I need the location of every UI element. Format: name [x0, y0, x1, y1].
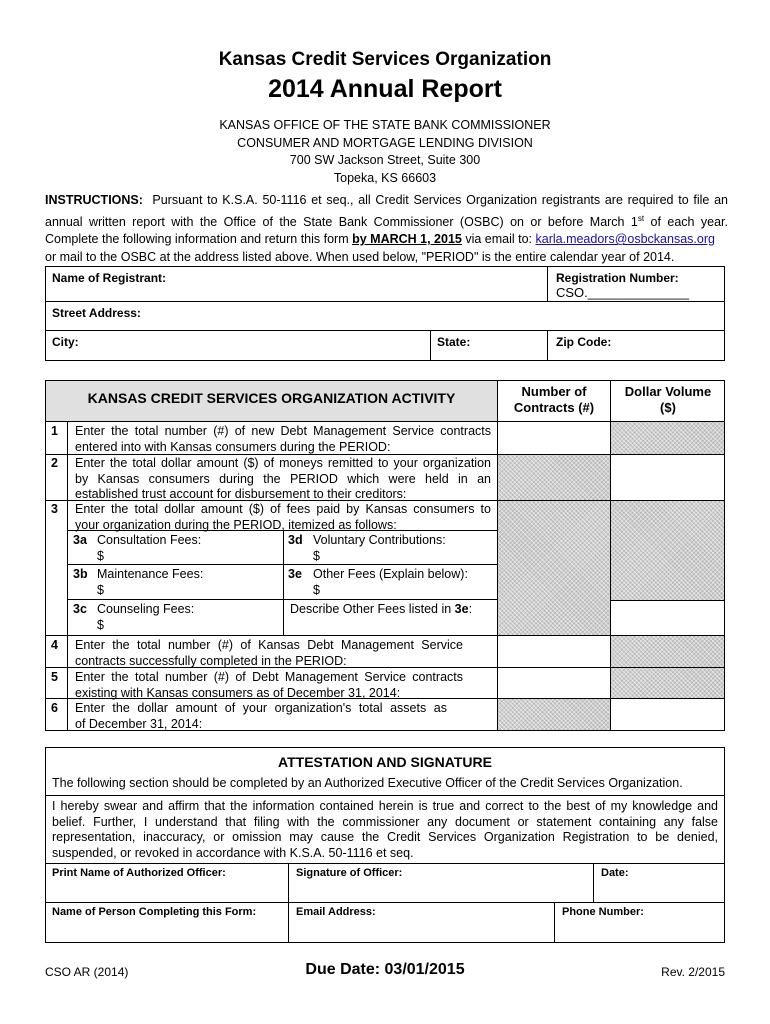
email-link[interactable]: karla.meadors@osbckansas.org: [535, 232, 715, 247]
activity-title: KANSAS CREDIT SERVICES ORGANIZATION ACTIVITY: [87, 390, 456, 406]
subrow-code: 3e: [454, 602, 469, 616]
describe-other-fees-field[interactable]: [290, 602, 472, 618]
print-name-field[interactable]: Print Name of Authorized Officer:: [52, 867, 226, 879]
subrow-code: 3c: [73, 602, 87, 616]
attestation-title: ATTESTATION AND SIGNATURE: [278, 754, 492, 770]
row-text-line: established trust account for disbursement to their creditors:: [75, 487, 407, 501]
row-text-line: Enter the total number (#) of Kansas Debt Management Service: [75, 638, 463, 652]
row-text-line: Enter the total dollar amount ($) of moneys remitted to your organization: [75, 456, 491, 470]
dollar-sign: $: [97, 582, 104, 597]
instructions-line: Pursuant to K.S.A. 50-1116 et seq., all Credit Services Organization registrants are required to file an: [152, 193, 728, 207]
col-header-line: Dollar Volume: [624, 384, 712, 399]
state-field[interactable]: State:: [437, 335, 471, 349]
revision: Rev. 2/2015: [661, 965, 725, 979]
instructions: [45, 192, 728, 266]
row-description: [75, 638, 463, 669]
row-text-line: your organization during the PERIOD, itemized as follows:: [75, 517, 397, 532]
consultation-fees-field[interactable]: [97, 533, 201, 564]
row-number: 6: [51, 701, 58, 715]
row-description: [75, 502, 491, 533]
row-number: 5: [51, 670, 58, 684]
counseling-fees-field[interactable]: [97, 602, 194, 633]
address-line: CONSUMER AND MORTGAGE LENDING DIVISION: [237, 135, 533, 150]
signature-field[interactable]: Signature of Officer:: [296, 867, 403, 879]
org-title: Kansas Credit Services Organization: [218, 49, 552, 70]
field-label: Consultation Fees:: [97, 533, 202, 547]
date-field[interactable]: Date:: [601, 867, 629, 879]
field-label: Voluntary Contributions:: [313, 533, 446, 547]
row4-contracts-input[interactable]: [498, 636, 610, 667]
subrow-code: 3a: [73, 533, 87, 547]
zip-code-field[interactable]: Zip Code:: [556, 335, 612, 349]
statement-line: suspended, or revoked in accordance with K.S.A. 50-1116 et seq.: [52, 845, 414, 860]
instructions-line: of each year.: [644, 214, 728, 229]
instructions-label: INSTRUCTIONS:: [45, 193, 143, 207]
row-number: 1: [51, 424, 58, 438]
disabled-cell: [611, 668, 724, 698]
registration-number-field[interactable]: CSO.______________: [556, 285, 690, 300]
disabled-cell: [611, 501, 724, 600]
disabled-cell: [498, 699, 610, 730]
statement-line: representation, inaccuracy, or omission may cause the Credit Services Organization Registration to be denied,: [52, 830, 718, 844]
report-title: 2014 Annual Report: [268, 75, 502, 103]
field-label: Counseling Fees:: [97, 602, 195, 616]
instructions-line: via email to:: [461, 232, 536, 247]
dollar-sign: $: [313, 582, 320, 597]
street-address-field[interactable]: Street Address:: [52, 306, 141, 320]
email-address-field[interactable]: Email Address:: [296, 906, 376, 918]
subrow-code: 3d: [288, 533, 303, 547]
row-description: [75, 456, 491, 503]
ordinal-suffix: st: [637, 213, 645, 223]
form-id: CSO AR (2014): [45, 965, 129, 979]
instructions-line: Complete the following information and return this form: [45, 232, 353, 247]
row-number: 2: [51, 456, 58, 470]
other-fees-field[interactable]: [313, 567, 468, 598]
disabled-cell: [498, 501, 610, 635]
row-text-line: existing with Kansas consumers as of December 31, 2014:: [75, 685, 401, 700]
subrow-code: 3e: [288, 567, 302, 581]
registration-number-label: Registration Number:: [556, 271, 679, 285]
col-header-line: ($): [660, 400, 676, 415]
city-field[interactable]: City:: [52, 335, 79, 349]
maintenance-fees-field[interactable]: [97, 567, 203, 598]
subrow-code: 3b: [73, 567, 88, 581]
field-label: Other Fees (Explain below):: [313, 567, 468, 581]
row-text-line: Enter the total number (#) of Debt Management Service contracts: [75, 670, 463, 684]
dollar-sign: $: [97, 617, 104, 632]
attestation-statement: [52, 799, 718, 861]
row-text-line: entered into with Kansas consumers during the PERIOD:: [75, 439, 391, 454]
col-header-line: Number of: [521, 384, 587, 399]
registrant-name-field[interactable]: Name of Registrant:: [52, 271, 167, 285]
phone-number-field[interactable]: Phone Number:: [562, 906, 644, 918]
row-text-line: by Kansas consumers during the PERIOD which were held in an: [75, 471, 491, 486]
disabled-cell: [498, 455, 610, 500]
address-line: Topeka, KS 66603: [333, 170, 437, 185]
row-number: 4: [51, 638, 58, 652]
disabled-cell: [611, 422, 724, 454]
row6-dollar-input[interactable]: [611, 699, 724, 730]
disabled-cell: [611, 636, 724, 667]
field-label: Describe Other Fees listed in: [290, 602, 455, 616]
row-description: [75, 424, 491, 455]
row3-total-dollar-input[interactable]: [611, 601, 724, 635]
col-number-contracts: [498, 384, 610, 416]
row-text-line: Enter the total dollar amount ($) of fees paid by Kansas consumers to: [75, 502, 491, 516]
row-text-line: contracts successfully completed in the PERIOD:: [75, 653, 347, 668]
statement-line: belief. Further, I understand that filing with the commissioner any document or statement containing any false: [52, 814, 718, 829]
attestation-subtitle: The following section should be completed by an Authorized Executive Officer of the Credit Services Organization.: [52, 776, 683, 790]
row5-contracts-input[interactable]: [498, 668, 610, 698]
instructions-line: annual written report with the Office of the State Bank Commissioner (OSBC) on or before March 1: [45, 214, 638, 229]
row-text-line: Enter the dollar amount of your organization's total assets as: [75, 701, 447, 715]
row2-dollar-input[interactable]: [611, 455, 724, 500]
row-number: 3: [51, 502, 58, 516]
col-dollar-volume: [611, 384, 725, 416]
dollar-sign: $: [313, 548, 320, 563]
row-text-line: of December 31, 2014:: [75, 716, 203, 731]
agency-address: [0, 117, 770, 187]
row-description: [75, 670, 463, 701]
voluntary-contributions-field[interactable]: [313, 533, 446, 564]
address-line: 700 SW Jackson Street, Suite 300: [289, 153, 481, 167]
col-header-line: Contracts (#): [513, 400, 595, 415]
statement-line: I hereby swear and affirm that the information contained herein is true and correct to the best of my knowledge and: [52, 799, 718, 813]
row-description: [75, 701, 447, 732]
due-date: Due Date: 03/01/2015: [305, 961, 465, 978]
field-label: :: [468, 602, 473, 616]
instructions-line: or mail to the OSBC at the address listed above. When used below, "PERIOD" is the entire calendar year of 2014.: [45, 249, 675, 264]
field-label: Maintenance Fees:: [97, 567, 204, 581]
row1-contracts-input[interactable]: [498, 422, 610, 454]
person-completing-field[interactable]: Name of Person Completing this Form:: [52, 906, 257, 918]
row-text-line: Enter the total number (#) of new Debt Management Service contracts: [75, 424, 491, 438]
address-line: KANSAS OFFICE OF THE STATE BANK COMMISSIONER: [219, 118, 551, 132]
deadline: by MARCH 1, 2015: [352, 232, 462, 247]
dollar-sign: $: [97, 548, 104, 563]
